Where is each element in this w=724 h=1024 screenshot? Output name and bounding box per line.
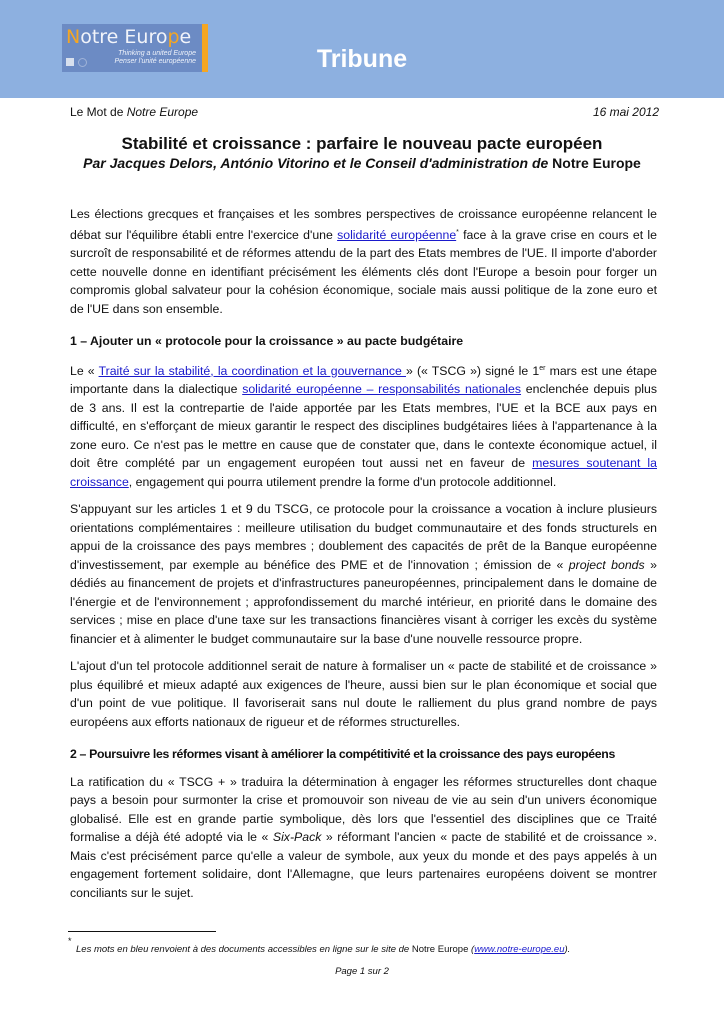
- footnote-marker: *: [68, 936, 72, 946]
- text-run: mars est une étape importante dans la dialectique: [70, 363, 657, 397]
- section-1-heading: 1 – Ajouter un « protocole pour la croissance » au pacte budgétaire: [70, 334, 464, 349]
- text-run: » réformant l'ancien « pacte de stabilité et de croissance ». Mais c'est précisément parce qu'elle a valeur de symbole, aux yeux du monde et des pays appelés à un engagement fortement solidaire, dont l'Allemagne, que leurs partenaires européens doivent se montrer conciliants sur le sujet.: [70, 830, 658, 900]
- logo-text-end: e: [179, 26, 192, 48]
- section-1-paragraph-1: [70, 360, 657, 492]
- text-run: Le «: [70, 363, 99, 378]
- footnote-marker: *: [456, 228, 459, 236]
- article-title: Stabilité et croissance : parfaire le nouveau pacte européen: [121, 134, 603, 153]
- link-traite-tscg[interactable]: Traité sur la stabilité, la coordination et la gouvernance: [98, 363, 406, 378]
- section-1-paragraph-2: [70, 500, 657, 648]
- text-run: S'appuyant sur les articles 1 et 9 du TSCG, ce protocole pour la croissance a vocation à inclure plusieurs orientations complémentaires : meilleure utilisation du budget communautaire et des fonds structurels en appui de la croissance des pays membres ; doublement des capacités de prêt de la Banque européenne d'investissement, par exemple au bénéfice des PME et de l'innovation ; émission de «: [70, 502, 657, 572]
- header-band: [0, 0, 724, 98]
- text-run: face à la grave crise en cours et le surcroît de responsabilité et de réformes attendu de la part des Etats membres de l'UE. Il importe d'aborder cette nouvelle donne en identifiant précisément les éléments clés dont l'Europe a besoin pour forger un compromis global salvateur pour la cohésion économique, sociale mais aussi politique de la zone euro et de l'UE dans son ensemble.: [70, 227, 657, 316]
- text-run: Les mots en bleu renvoient à des documents accessibles en ligne sur le site de: [76, 944, 412, 955]
- page-number: Page 1 sur 2: [335, 966, 389, 977]
- text-run: enclenchée depuis plus de 3 ans. Il est la contrepartie de l'aide apportée par les Etats membres, l'UE et la BCE aux pays en difficulté, en s'efforçant de mieux garantir le respect des disciplines budgétaires liées à l'appartenance à la zone euro. Ce n'est pas le mettre en cause que de constater que, dans le contexte économique actuel, il doit être complété par un engagement européen tout aussi net en faveur de: [70, 382, 658, 471]
- publication-date: 16 mai 2012: [592, 105, 659, 119]
- text-run: La ratification du « TSCG + » traduira la détermination à engager les réformes structurelles dont chaque pays a besoin pour surmonter la crise et promouvoir son niveau de vie au sein d'un univers économique globalisé. Elle est en grande partie symbolique, dès lors que l'essentiel des disciplines que ce Traité formalise a déjà été adopté via le «: [70, 774, 657, 845]
- link-solidarite-europeenne[interactable]: solidarité européenne: [337, 227, 457, 242]
- footnote-text: [76, 944, 570, 955]
- emphasis-six-pack: Six-Pack: [272, 830, 322, 845]
- logo-text-mid: otre Euro: [80, 26, 168, 48]
- logo-letter-p: p: [167, 26, 180, 48]
- logo-letter-n: N: [66, 26, 81, 48]
- section-2-heading: 2 – Poursuivre les réformes visant à améliorer la compétitivité et la croissance des pays européens: [70, 747, 615, 762]
- series-name: Notre Europe: [126, 105, 199, 119]
- article-byline: [0, 155, 724, 171]
- link-solidarite-responsabilites[interactable]: solidarité européenne – responsabilités nationales: [242, 382, 522, 397]
- ordinal-superscript: er: [539, 364, 546, 372]
- text-run: , engagement qui pourra utilement prendre la forme d'un protocole additionnel.: [128, 474, 557, 489]
- header-title: Tribune: [316, 45, 408, 73]
- intro-paragraph: [70, 205, 657, 318]
- emphasis-project-bonds: project bonds: [568, 557, 645, 572]
- byline-authors: Par Jacques Delors, António Vitorino et le Conseil d'administration de: [83, 155, 553, 171]
- logo-tagline-fr: Penser l'unité européenne: [114, 58, 196, 65]
- logo-tagline-en: Thinking a united Europe: [118, 50, 196, 57]
- text-run: (: [468, 944, 475, 955]
- series-label: [70, 105, 198, 119]
- link-mesures-croissance[interactable]: mesures soutenant la croissance: [70, 456, 657, 489]
- section-1-paragraph-3: L'ajout d'un tel protocole additionnel serait de nature à formaliser un « pacte de stabilité et de croissance » plus équilibré et mieux adapté aux exigences de l'heure, aussi bien sur le plan économique et social que d'un point de vue politique. Il favoriserait sans nul doute le ralliement du plus grand nombre de pays européens aux efforts nationaux de rigueur et de réformes structurelles.: [70, 659, 657, 729]
- footnote-org: Notre Europe: [411, 944, 469, 955]
- link-website[interactable]: www.notre-europe.eu: [474, 944, 565, 955]
- text-run: ).: [564, 944, 571, 955]
- byline-org: Notre Europe: [552, 155, 641, 171]
- section-2-paragraph-1: [70, 773, 657, 903]
- series-prefix: Le Mot de: [70, 105, 127, 119]
- article-body: [70, 205, 657, 911]
- text-run: » dédiés au financement de projets et d'infrastructures paneuropéennes, principalement dans le domaine de l'énergie et de l'environnement ; approfondissement du marché intérieur, en priorité dans le domaine des services ; mise en place d'une taxe sur les transactions financières visant à corriger les excès du système financier et à alimenter le budget communautaire sur la base d'une nouvelle ressource propre.: [70, 557, 657, 646]
- text-run: » (« TSCG ») signé le 1: [405, 363, 540, 378]
- footnote-divider: [68, 931, 216, 932]
- text-run: Les élections grecques et françaises et les sombres perspectives de croissance européenne relancent le débat sur l'équilibre établi entre l'exercice d'une: [70, 207, 657, 242]
